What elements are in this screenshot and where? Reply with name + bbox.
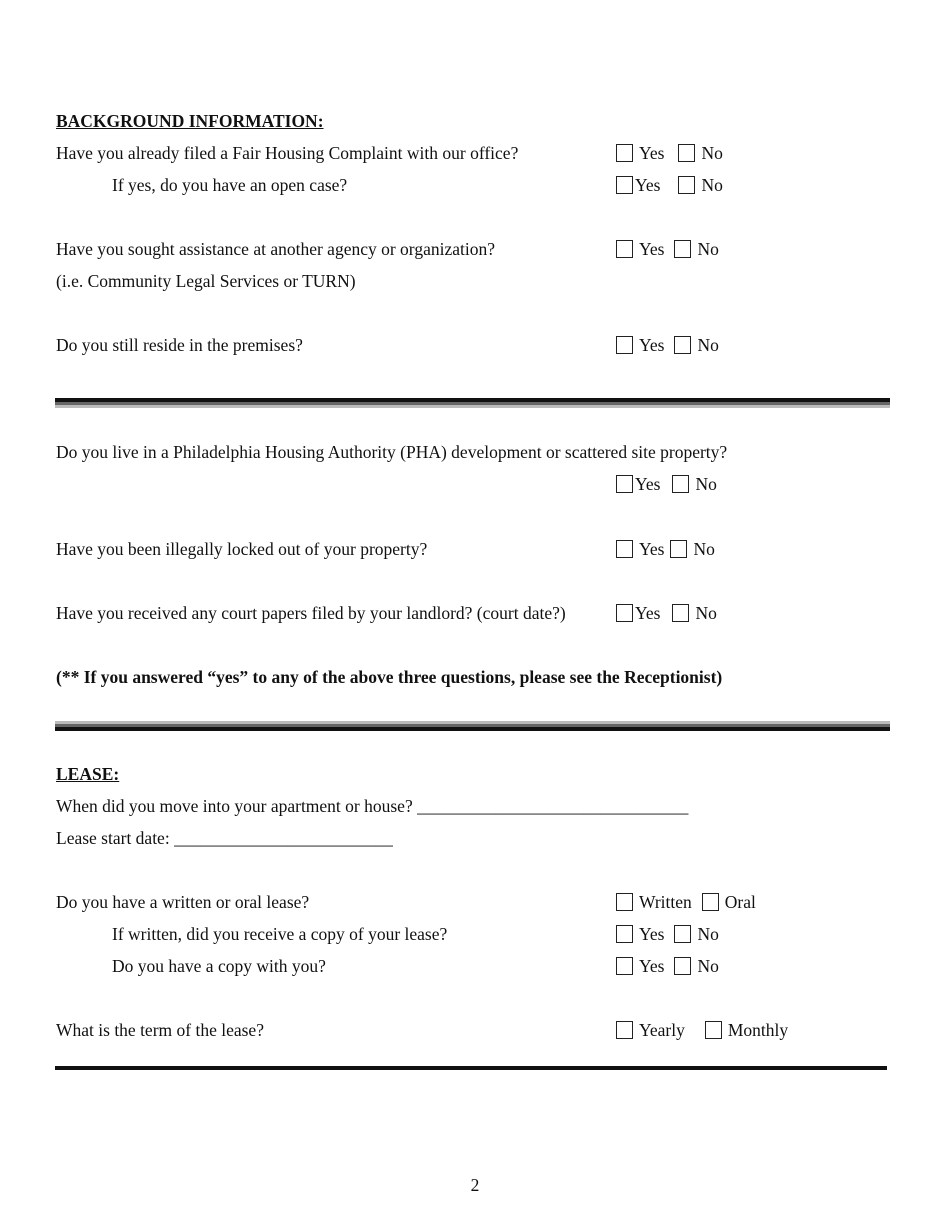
filed-no-checkbox[interactable]: [678, 144, 695, 162]
question-pha: Do you live in a Philadelphia Housing Authority (PHA) development or scattered site property?: [56, 442, 728, 462]
locked-out-yes-checkbox[interactable]: [616, 540, 633, 558]
question-court-papers: Have you received any court papers filed by your landlord? (court date?): [56, 603, 566, 623]
pha-no-label: No: [695, 474, 717, 494]
pha-options: [616, 474, 717, 494]
locked-out-no-label: No: [693, 539, 715, 559]
written-oral-options: [616, 892, 756, 912]
section-divider-bottom-dark: [55, 727, 890, 731]
question-copy-received: If written, did you receive a copy of your lease?: [112, 924, 448, 944]
open-case-yes-label: Yes: [635, 175, 661, 195]
open-case-no-label: No: [701, 175, 723, 195]
pha-yes-label: Yes: [635, 474, 661, 494]
question-locked-out: Have you been illegally locked out of your property?: [56, 539, 428, 559]
copy-with-you-no-label: No: [697, 956, 719, 976]
open-case-no-checkbox[interactable]: [678, 176, 695, 194]
question-assistance: Have you sought assistance at another agency or organization?: [56, 239, 495, 259]
oral-checkbox[interactable]: [702, 893, 719, 911]
page-number: 2: [470, 1175, 480, 1195]
filed-yes-checkbox[interactable]: [616, 144, 633, 162]
locked-out-yes-label: Yes: [639, 539, 665, 559]
court-yes-label: Yes: [635, 603, 661, 623]
question-move-in: When did you move into your apartment or house? _______________________________: [56, 796, 689, 816]
yearly-label: Yearly: [639, 1020, 685, 1040]
open-case-yes-checkbox[interactable]: [616, 176, 633, 194]
assistance-no-label: No: [697, 239, 719, 259]
reside-yes-label: Yes: [639, 335, 665, 355]
assistance-yes-checkbox[interactable]: [616, 240, 633, 258]
open-case-options: [616, 175, 723, 195]
written-label: Written: [639, 892, 692, 912]
pha-no-checkbox[interactable]: [672, 475, 689, 493]
copy-with-you-no-checkbox[interactable]: [674, 957, 691, 975]
pha-yes-checkbox[interactable]: [616, 475, 633, 493]
question-reside: Do you still reside in the premises?: [56, 335, 303, 355]
assistance-options: [616, 239, 719, 259]
background-heading: BACKGROUND INFORMATION:: [56, 111, 324, 131]
assistance-no-checkbox[interactable]: [674, 240, 691, 258]
question-lease-term: What is the term of the lease?: [56, 1020, 264, 1040]
court-yes-checkbox[interactable]: [616, 604, 633, 622]
receptionist-notice: (** If you answered “yes” to any of the above three questions, please see the Receptionist): [56, 667, 723, 687]
copy-with-you-options: [616, 956, 719, 976]
monthly-label: Monthly: [727, 1020, 789, 1040]
copy-with-you-yes-checkbox[interactable]: [616, 957, 633, 975]
oral-label: Oral: [724, 892, 756, 912]
reside-no-checkbox[interactable]: [674, 336, 691, 354]
filed-no-label: No: [701, 143, 723, 163]
question-copy-with-you: Do you have a copy with you?: [112, 956, 326, 976]
copy-received-yes-label: Yes: [639, 924, 665, 944]
assistance-note: (i.e. Community Legal Services or TURN): [56, 271, 356, 291]
copy-received-no-label: No: [697, 924, 719, 944]
court-no-label: No: [695, 603, 717, 623]
filed-yes-label: Yes: [639, 143, 665, 163]
locked-out-options: [616, 539, 715, 559]
reside-yes-checkbox[interactable]: [616, 336, 633, 354]
lease-term-options: [616, 1020, 788, 1040]
court-papers-options: [616, 603, 717, 623]
section-divider-top-light: [55, 405, 890, 408]
question-lease-start: Lease start date: _________________________: [56, 828, 393, 848]
question-filed-complaint: Have you already filed a Fair Housing Complaint with our office?: [56, 143, 519, 163]
closing-rule: [55, 1066, 887, 1070]
written-checkbox[interactable]: [616, 893, 633, 911]
locked-out-no-checkbox[interactable]: [670, 540, 687, 558]
copy-received-options: [616, 924, 719, 944]
monthly-checkbox[interactable]: [705, 1021, 722, 1039]
yearly-checkbox[interactable]: [616, 1021, 633, 1039]
filed-complaint-options: [616, 143, 723, 163]
copy-received-no-checkbox[interactable]: [674, 925, 691, 943]
question-open-case: If yes, do you have an open case?: [112, 175, 348, 195]
question-written-oral: Do you have a written or oral lease?: [56, 892, 310, 912]
reside-no-label: No: [697, 335, 719, 355]
court-no-checkbox[interactable]: [672, 604, 689, 622]
lease-heading: LEASE:: [56, 764, 120, 784]
assistance-yes-label: Yes: [639, 239, 665, 259]
copy-with-you-yes-label: Yes: [639, 956, 665, 976]
reside-options: [616, 335, 719, 355]
copy-received-yes-checkbox[interactable]: [616, 925, 633, 943]
